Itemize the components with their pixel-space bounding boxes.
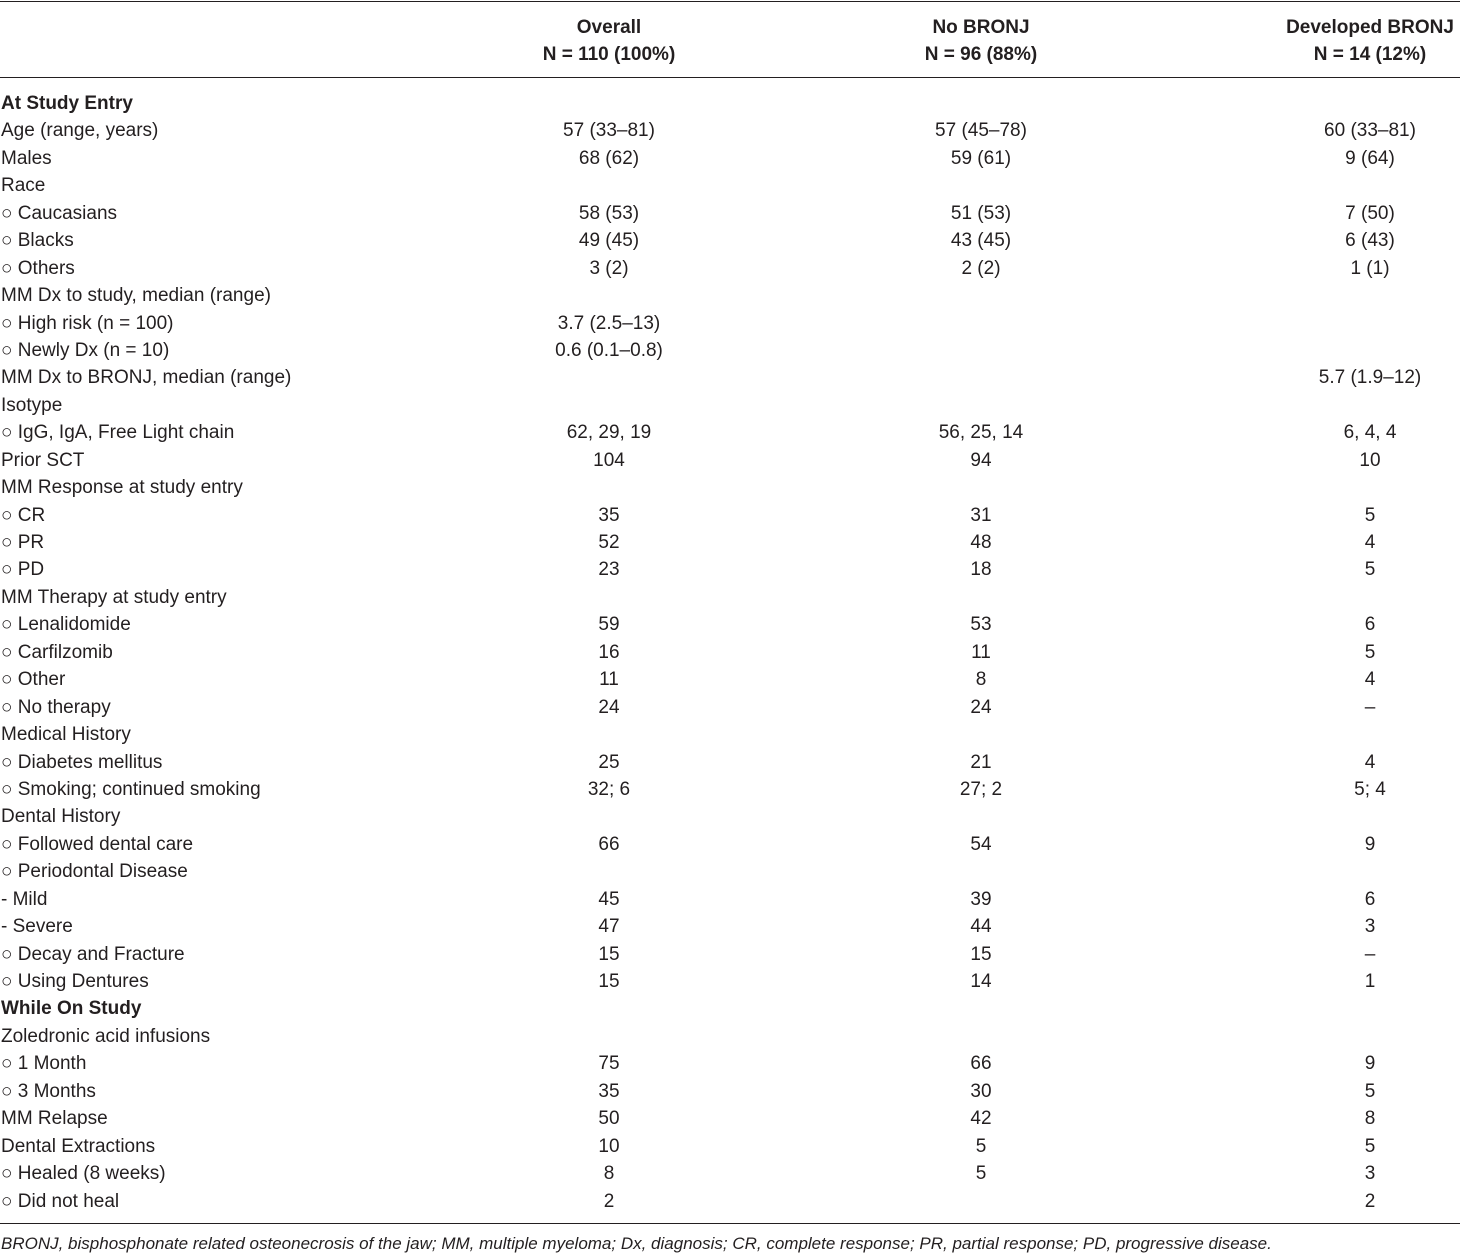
row-label: ○ High risk (n = 100) <box>1 312 174 334</box>
cell-developed-bronj: 6 <box>1364 888 1376 910</box>
cell-overall: 3 (2) <box>589 257 629 279</box>
row-label: - Mild <box>1 888 48 910</box>
row-label: MM Dx to BRONJ, median (range) <box>1 367 292 389</box>
cell-no-bronj: 30 <box>970 1080 992 1102</box>
table-row <box>0 556 1460 583</box>
cell-developed-bronj: – <box>1364 696 1376 718</box>
row-label: ○ Decay and Fracture <box>1 943 185 965</box>
cell-overall: 11 <box>599 669 619 691</box>
column-header-count: N = 110 (100%) <box>542 44 676 65</box>
cell-developed-bronj: 6 <box>1364 614 1376 636</box>
cell-developed-bronj: 60 (33–81) <box>1324 120 1416 142</box>
row-label: Zoledronic acid infusions <box>1 1025 211 1047</box>
cell-developed-bronj: 9 <box>1364 1053 1376 1075</box>
cell-overall: 59 <box>598 614 620 636</box>
cell-overall: 16 <box>598 641 620 663</box>
cell-overall: 15 <box>598 943 620 965</box>
row-label: ○ Diabetes mellitus <box>1 751 163 773</box>
cell-no-bronj: 21 <box>970 751 992 773</box>
cell-overall: 25 <box>598 751 620 773</box>
row-label: Prior SCT <box>1 449 85 471</box>
cell-no-bronj: 54 <box>970 833 992 855</box>
row-label: Medical History <box>1 724 131 746</box>
row-label: ○ Others <box>1 257 75 279</box>
table-row <box>0 1160 1460 1187</box>
cell-developed-bronj: 3 <box>1364 1163 1376 1185</box>
table-row <box>0 776 1460 803</box>
row-label: ○ Using Dentures <box>1 971 149 992</box>
row-label: ○ Followed dental care <box>1 833 194 855</box>
cell-developed-bronj: 5 <box>1364 1135 1376 1157</box>
cell-developed-bronj: 9 <box>1364 833 1376 855</box>
row-label: ○ PR <box>1 532 45 553</box>
table-row <box>0 941 1460 968</box>
cell-developed-bronj: 3 <box>1364 916 1376 938</box>
cell-no-bronj: 11 <box>971 641 991 663</box>
table-row <box>0 117 1460 144</box>
cell-no-bronj: 14 <box>970 971 992 992</box>
cell-developed-bronj: 9 (64) <box>1345 147 1395 169</box>
section-heading: While On Study <box>1 998 142 1020</box>
cell-no-bronj: 51 (53) <box>950 202 1012 224</box>
cell-overall: 49 (45) <box>578 230 640 252</box>
table-row <box>0 721 1460 748</box>
row-label: ○ Periodontal Disease <box>1 861 188 883</box>
header-rule <box>0 77 1460 78</box>
cell-developed-bronj: 2 <box>1364 1190 1376 1212</box>
cell-overall: 10 <box>598 1135 620 1157</box>
table-row <box>0 913 1460 940</box>
cell-developed-bronj: 10 <box>1359 449 1381 471</box>
column-header-overall <box>459 14 759 68</box>
cell-no-bronj: 48 <box>970 532 992 553</box>
column-header-title: No BRONJ <box>932 17 1030 38</box>
row-label: ○ Lenalidomide <box>1 614 131 636</box>
row-label: Isotype <box>1 394 63 416</box>
table-row <box>0 584 1460 611</box>
cell-no-bronj: 39 <box>970 888 992 910</box>
row-label: ○ Blacks <box>1 230 74 252</box>
cell-developed-bronj: 4 <box>1364 532 1376 553</box>
cell-overall: 35 <box>598 504 620 526</box>
cell-overall: 62, 29, 19 <box>566 422 652 444</box>
cell-developed-bronj: 1 (1) <box>1350 257 1390 279</box>
row-label: ○ Other <box>1 669 66 691</box>
row-label: ○ Newly Dx (n = 10) <box>1 339 170 361</box>
cell-developed-bronj: 5; 4 <box>1354 778 1386 800</box>
cell-developed-bronj: 5 <box>1364 559 1376 581</box>
table-row <box>0 886 1460 913</box>
table-row <box>0 392 1460 419</box>
cell-developed-bronj: 8 <box>1364 1108 1376 1130</box>
column-header-developed-bronj <box>1220 14 1460 68</box>
cell-no-bronj: 31 <box>970 504 992 526</box>
row-label: MM Therapy at study entry <box>1 586 227 608</box>
cell-no-bronj: 43 (45) <box>950 230 1012 252</box>
cell-no-bronj: 57 (45–78) <box>935 120 1027 142</box>
table-row <box>0 1105 1460 1132</box>
cell-overall: 3.7 (2.5–13) <box>557 312 661 334</box>
cell-no-bronj: 18 <box>970 559 992 581</box>
cell-no-bronj: 27; 2 <box>959 778 1003 800</box>
cell-overall: 66 <box>598 833 620 855</box>
row-label: Dental Extractions <box>1 1135 156 1157</box>
cell-overall: 8 <box>603 1163 615 1185</box>
row-label: Males <box>1 147 52 169</box>
cell-no-bronj: 94 <box>970 449 992 471</box>
row-label: ○ Did not heal <box>1 1190 120 1212</box>
column-header-no-bronj <box>831 14 1131 68</box>
table-row <box>0 364 1460 391</box>
cell-overall: 24 <box>598 696 620 718</box>
cell-developed-bronj: 6, 4, 4 <box>1343 422 1397 444</box>
column-header-title: Overall <box>576 17 642 38</box>
cell-overall: 58 (53) <box>578 202 640 224</box>
row-label: MM Response at study entry <box>1 477 243 499</box>
cell-no-bronj: 5 <box>975 1163 987 1185</box>
cell-developed-bronj: 5.7 (1.9–12) <box>1318 367 1422 389</box>
cell-overall: 47 <box>598 916 620 938</box>
table-row <box>0 1133 1460 1160</box>
row-label: MM Dx to study, median (range) <box>1 285 271 307</box>
cell-developed-bronj: 7 (50) <box>1345 202 1395 224</box>
table-row <box>0 1078 1460 1105</box>
table-row <box>0 474 1460 501</box>
table-row <box>0 419 1460 446</box>
cell-developed-bronj: 4 <box>1364 669 1376 691</box>
table-top-rule <box>0 1 1460 2</box>
cell-no-bronj: 24 <box>970 696 992 718</box>
cell-no-bronj: 44 <box>970 916 992 938</box>
cell-overall: 68 (62) <box>578 147 640 169</box>
table-row <box>0 749 1460 776</box>
table-row <box>0 255 1460 282</box>
cell-developed-bronj: – <box>1364 943 1376 965</box>
row-label: ○ PD <box>1 559 45 581</box>
row-label: ○ CR <box>1 504 46 526</box>
cell-no-bronj: 53 <box>970 614 992 636</box>
row-label: MM Relapse <box>1 1108 108 1130</box>
table-row <box>0 611 1460 638</box>
row-label: ○ IgG, IgA, Free Light chain <box>1 422 235 444</box>
cell-overall: 0.6 (0.1–0.8) <box>555 339 663 361</box>
section-heading-row <box>0 995 1460 1022</box>
row-label: ○ Caucasians <box>1 202 118 224</box>
cell-no-bronj: 59 (61) <box>950 147 1012 169</box>
cell-overall: 50 <box>598 1108 620 1130</box>
table-row <box>0 639 1460 666</box>
table-row <box>0 447 1460 474</box>
row-label: ○ No therapy <box>1 696 111 718</box>
row-label: ○ Smoking; continued smoking <box>1 778 261 800</box>
cell-overall: 104 <box>593 449 625 471</box>
column-header-title: Developed BRONJ <box>1286 17 1454 38</box>
table-row <box>0 666 1460 693</box>
cell-overall: 23 <box>598 559 620 581</box>
table-row <box>0 1188 1460 1215</box>
table-footnote: BRONJ, bisphosphonate related osteonecrosis of the jaw; MM, multiple myeloma; Dx, diagnosis; CR, complete response; PR, partial response; PD, progressive disease. <box>1 1234 1272 1253</box>
cell-no-bronj: 42 <box>970 1108 992 1130</box>
cell-no-bronj: 8 <box>975 669 987 691</box>
cell-no-bronj: 2 (2) <box>961 257 1001 279</box>
table-row <box>0 145 1460 172</box>
table-bottom-rule <box>0 1223 1460 1224</box>
row-label: ○ Healed (8 weeks) <box>1 1163 166 1185</box>
row-label: Dental History <box>1 806 121 828</box>
cell-no-bronj: 56, 25, 14 <box>938 422 1024 444</box>
cell-overall: 75 <box>598 1053 620 1075</box>
table-row <box>0 502 1460 529</box>
cell-overall: 2 <box>603 1190 615 1212</box>
column-header-count: N = 14 (12%) <box>1313 44 1427 65</box>
row-label: ○ 3 Months <box>1 1080 96 1102</box>
cell-overall: 15 <box>598 971 620 992</box>
row-label: ○ Carfilzomib <box>1 641 113 663</box>
cell-developed-bronj: 6 (43) <box>1345 230 1395 252</box>
table-row <box>0 337 1460 364</box>
section-heading: At Study Entry <box>1 93 133 114</box>
table-row <box>0 227 1460 254</box>
table-row <box>0 529 1460 556</box>
cell-overall: 52 <box>598 532 620 553</box>
table-row <box>0 282 1460 309</box>
table-row <box>0 968 1460 995</box>
table-row <box>0 1050 1460 1077</box>
cell-developed-bronj: 5 <box>1364 1080 1376 1102</box>
cell-overall: 35 <box>598 1080 620 1102</box>
table-row <box>0 310 1460 337</box>
table-body <box>0 90 1460 1215</box>
cell-developed-bronj: 5 <box>1364 504 1376 526</box>
cell-developed-bronj: 1 <box>1364 971 1376 992</box>
cell-no-bronj: 66 <box>970 1053 992 1075</box>
table-row <box>0 694 1460 721</box>
cell-developed-bronj: 5 <box>1364 641 1376 663</box>
row-label: Race <box>1 175 46 197</box>
table-row <box>0 831 1460 858</box>
cell-developed-bronj: 4 <box>1364 751 1376 773</box>
row-label: ○ 1 Month <box>1 1053 87 1075</box>
cell-overall: 32; 6 <box>587 778 631 800</box>
table-row <box>0 858 1460 885</box>
column-header-count: N = 96 (88%) <box>924 44 1038 65</box>
cell-overall: 45 <box>598 888 620 910</box>
cell-no-bronj: 15 <box>970 943 992 965</box>
table-row <box>0 172 1460 199</box>
row-label: Age (range, years) <box>1 120 159 142</box>
section-heading-row <box>0 90 1460 117</box>
table-row <box>0 200 1460 227</box>
row-label: - Severe <box>1 916 73 938</box>
table-row <box>0 1023 1460 1050</box>
cell-no-bronj: 5 <box>975 1135 987 1157</box>
cell-overall: 57 (33–81) <box>563 120 655 142</box>
table-row <box>0 803 1460 830</box>
